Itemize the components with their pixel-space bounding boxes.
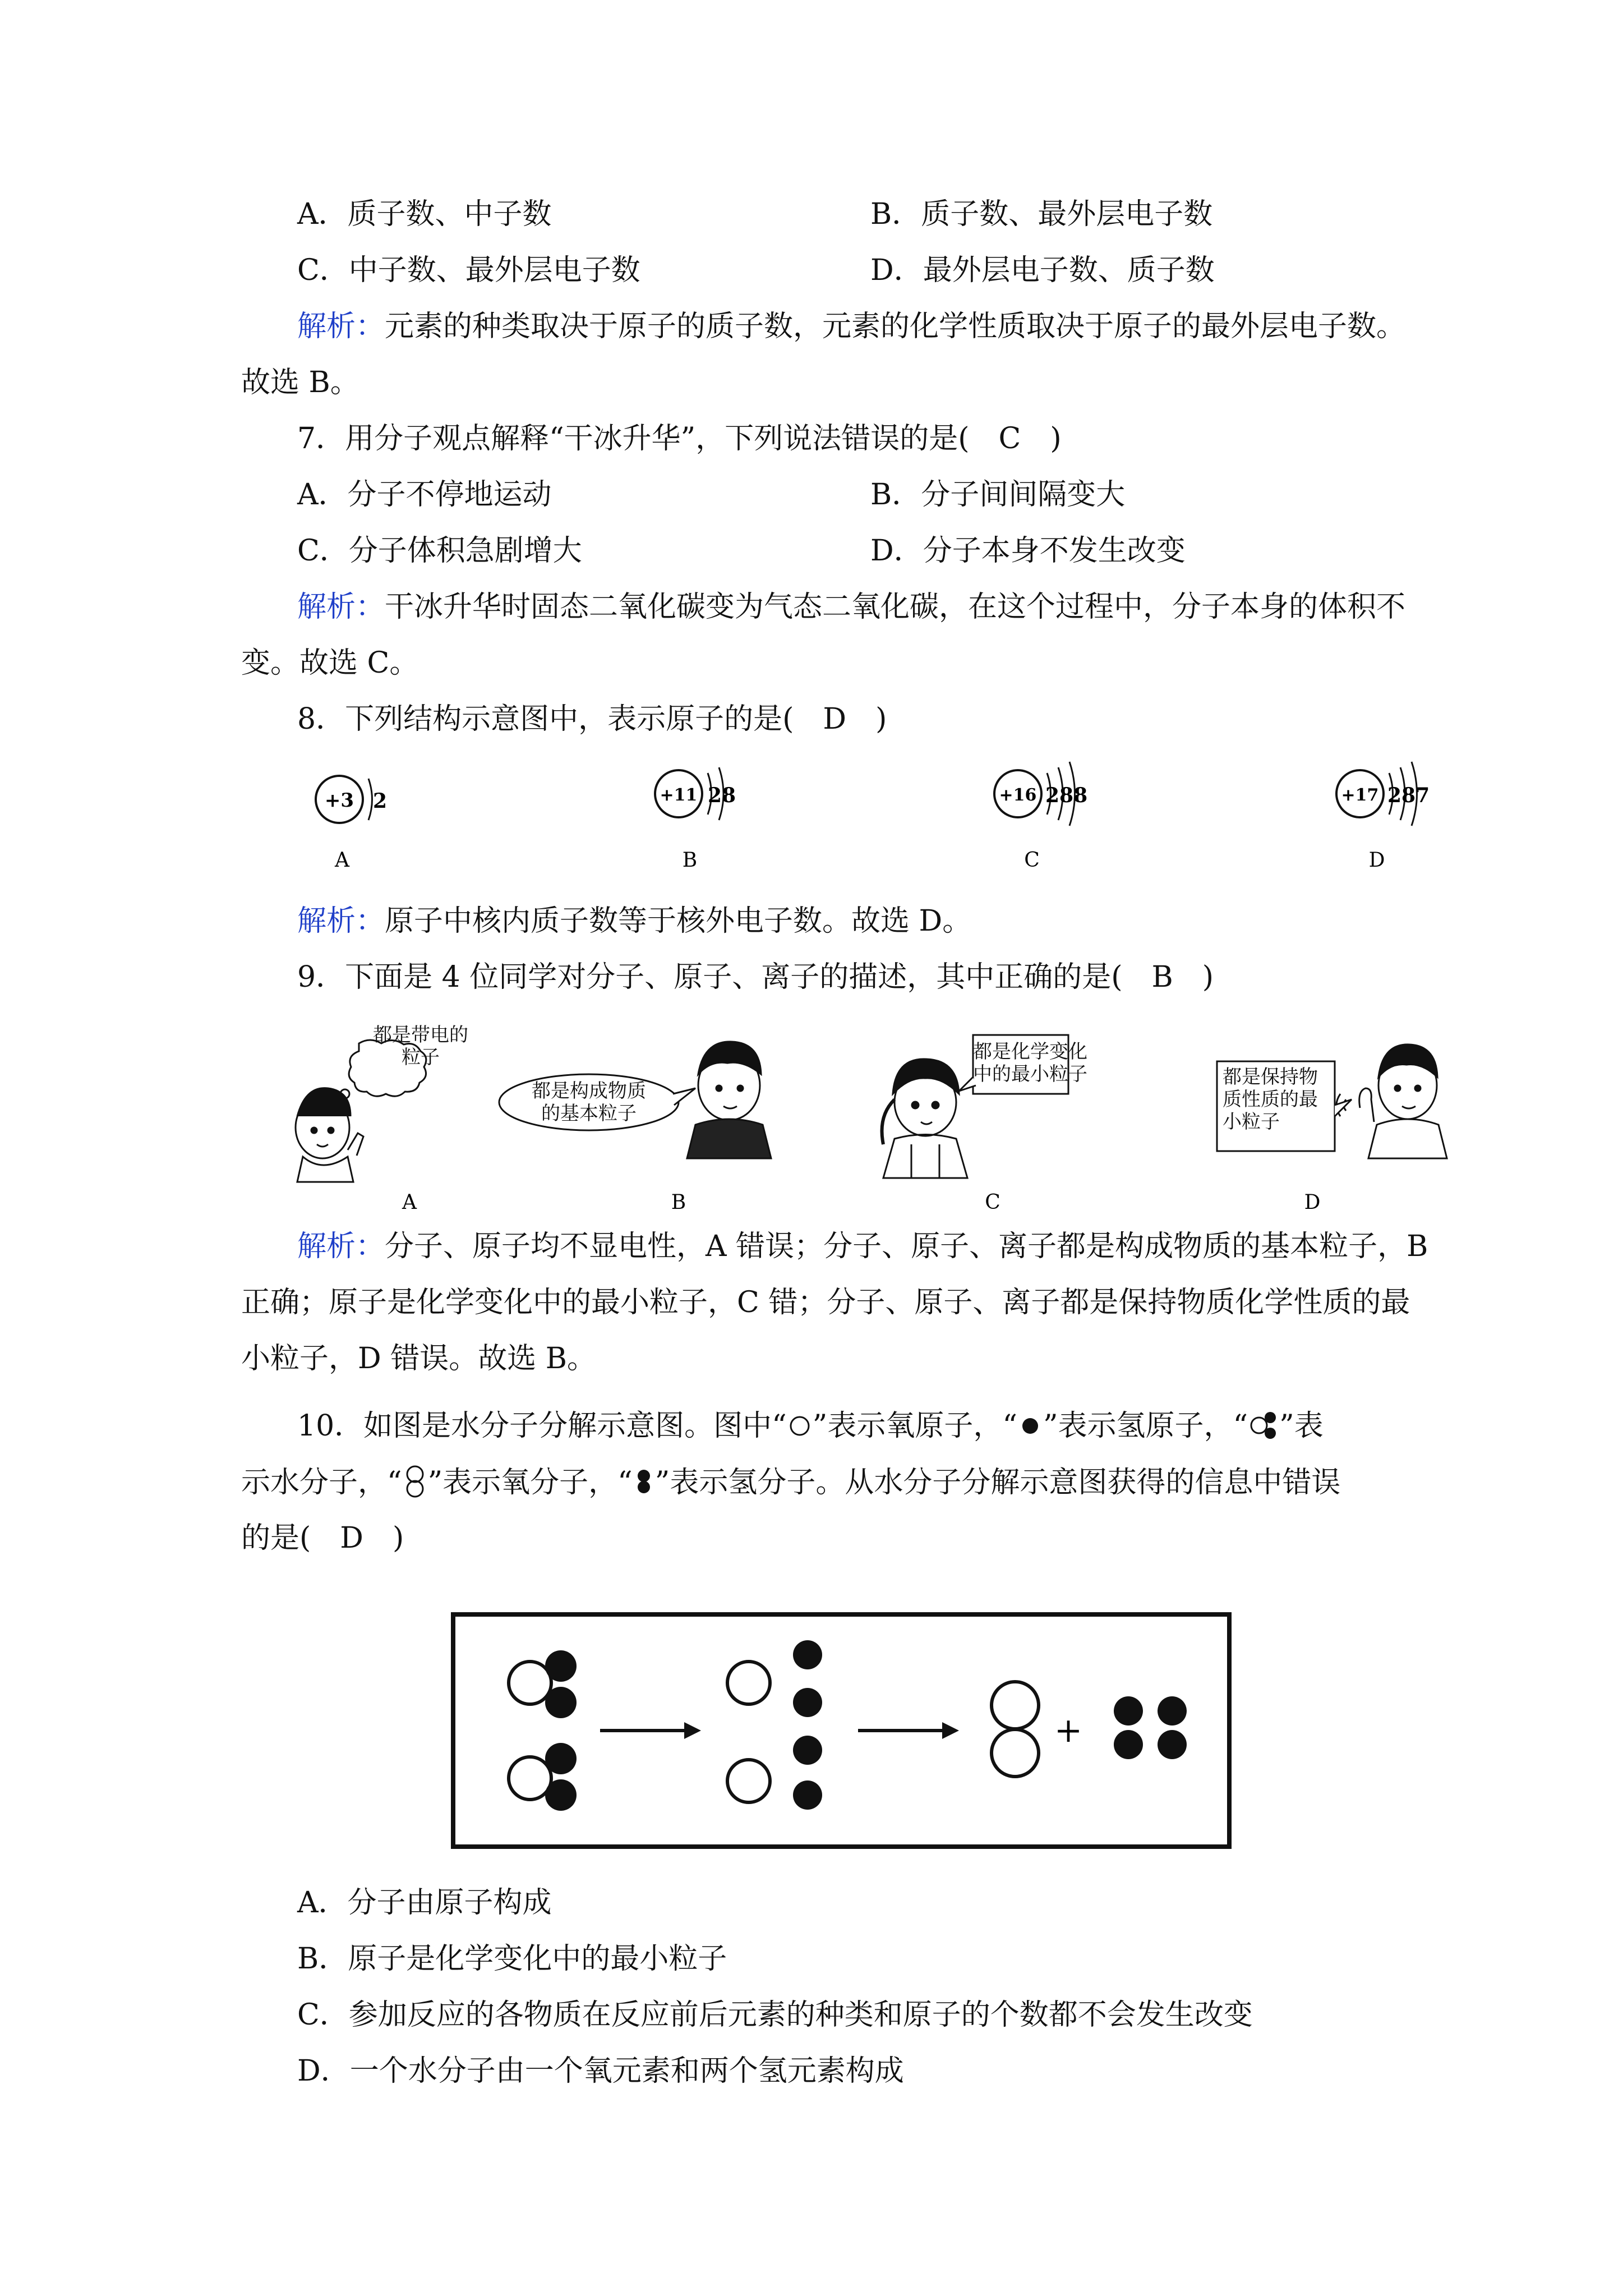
- student-c-figure: [882, 1059, 968, 1178]
- atom-structure-diagrams: [292, 746, 1469, 892]
- q9-explanation-line1: [297, 1228, 1428, 1264]
- explanation-label: 解析：: [297, 310, 385, 343]
- separated-atoms: [727, 1640, 822, 1810]
- q6-option-b: B．质子数、最外层电子数: [870, 197, 1213, 231]
- water-decomposition-diagram: [449, 1610, 1234, 1851]
- q10-stem-line3: 的是( D ): [241, 1521, 404, 1555]
- student-d-figure: [1336, 1045, 1447, 1158]
- nucleus-label: +17: [1341, 785, 1379, 805]
- bubble-text-d: 都是保持物 质性质的最 小粒子: [1223, 1066, 1318, 1133]
- q6-option-d: D．最外层电子数、质子数: [870, 254, 1215, 287]
- explanation-label: 解析：: [297, 904, 385, 938]
- hydrogen-molecule-icon: [633, 1466, 655, 1498]
- oxygen-molecule: [992, 1682, 1039, 1777]
- hydrogen-atom-icon: [1017, 1413, 1043, 1439]
- q9-explanation-line3: 小粒子，D 错误。故选 B。: [241, 1342, 596, 1375]
- electron-shells: 28: [708, 784, 736, 807]
- electron-shells: 2: [373, 789, 388, 813]
- q7-option-a: A．分子不停地运动: [297, 478, 552, 512]
- atom-diagram-b: [655, 767, 736, 872]
- q6-explanation-line1: [297, 309, 1405, 344]
- explanation-text: 干冰升华时固态二氧化碳变为气态二氧化碳，在这个过程中，分子本身的体积不: [385, 590, 1406, 624]
- q7-option-d: D．分子本身不发生改变: [870, 534, 1186, 568]
- q9-stem: 9．下面是 4 位同学对分子、原子、离子的描述，其中正确的是( B ): [297, 960, 1214, 994]
- student-label-c: C: [985, 1191, 1000, 1214]
- q7-option-b: B．分子间间隔变大: [870, 478, 1126, 512]
- water-molecule: [509, 1650, 577, 1718]
- q7-stem: 7．用分子观点解释“干冰升华”，下列说法错误的是( C ): [297, 422, 1062, 455]
- plus-sign: +: [1054, 1711, 1083, 1750]
- diagram-label: D: [1368, 849, 1385, 872]
- q10-option-c: C．参加反应的各物质在反应前后元素的种类和原子的个数都不会发生改变: [297, 1998, 1253, 2032]
- nucleus-label: +16: [999, 785, 1037, 805]
- electron-shells: 287: [1387, 784, 1430, 807]
- nucleus-label: +3: [324, 789, 354, 812]
- hydrogen-molecule: [1114, 1696, 1143, 1759]
- student-b-figure: [687, 1042, 771, 1158]
- hydrogen-molecule: [1158, 1696, 1187, 1759]
- explanation-label: 解析：: [297, 590, 385, 624]
- atom-diagram-c: [994, 762, 1087, 872]
- q7-explanation-line2: 变。故选 C。: [241, 646, 419, 680]
- student-label-d: D: [1304, 1191, 1321, 1214]
- oxygen-molecule-icon: [402, 1464, 428, 1500]
- q7-explanation-line1: [297, 589, 1405, 625]
- arrow-icon: [600, 1722, 701, 1739]
- nucleus-label: +11: [660, 785, 698, 805]
- water-molecule-icon: [1248, 1410, 1279, 1441]
- diagram-label: A: [335, 849, 349, 872]
- bubble-text-a: 都是带电的 粒子: [373, 1024, 468, 1069]
- q6-option-c: C．中子数、最外层电子数: [297, 254, 640, 287]
- q10-option-a: A．分子由原子构成: [297, 1886, 552, 1920]
- diagram-label: C: [1024, 849, 1040, 872]
- q10-option-d: D．一个水分子由一个氧元素和两个氢元素构成: [297, 2054, 904, 2088]
- student-label-a: A: [402, 1191, 417, 1214]
- arrow-icon: [858, 1722, 959, 1739]
- q9-explanation-line2: 正确；原子是化学变化中的最小粒子，C 错；分子、原子、离子都是保持物质化学性质的最: [241, 1286, 1410, 1319]
- atom-diagram-d: [1336, 762, 1430, 872]
- bubble-text-b: 都是构成物质 的基本粒子: [532, 1080, 646, 1125]
- q8-stem: 8．下列结构示意图中，表示原子的是( D ): [297, 702, 887, 736]
- oxygen-atom-icon: [787, 1413, 813, 1439]
- student-label-b: B: [671, 1191, 686, 1214]
- diagram-label: B: [682, 849, 698, 872]
- q10-stem-line1: 10．如图是水分子分解示意图。图中“ ”表示氧原子，“ ”表示氢原子，“ ”表: [297, 1409, 1324, 1443]
- explanation-text: 分子、原子均不显电性，A 错误；分子、原子、离子都是构成物质的基本粒子，B: [385, 1230, 1428, 1263]
- bubble-text-c: 都是化学变化 中的最小粒子: [973, 1041, 1087, 1085]
- q10-option-b: B．原子是化学变化中的最小粒子: [297, 1942, 727, 1976]
- q7-option-c: C．分子体积急剧增大: [297, 534, 582, 568]
- explanation-text: 原子中核内质子数等于核外电子数。故选 D。: [385, 904, 972, 938]
- electron-shells: 288: [1045, 784, 1088, 807]
- explanation-text: 元素的种类取决于原子的质子数，元素的化学性质取决于原子的最外层电子数。: [385, 310, 1406, 343]
- q6-option-a: A．质子数、中子数: [297, 197, 552, 231]
- atom-diagram-a: [316, 776, 387, 872]
- q8-explanation-line1: [297, 903, 971, 939]
- q10-stem-line2: 示水分子，“ ”表示氧分子，“ ”表示氢分子。从水分子分解示意图获得的信息中错误: [241, 1464, 1340, 1501]
- water-molecule: [509, 1743, 577, 1811]
- explanation-label: 解析：: [297, 1230, 385, 1263]
- q6-explanation-line2: 故选 B。: [241, 366, 359, 399]
